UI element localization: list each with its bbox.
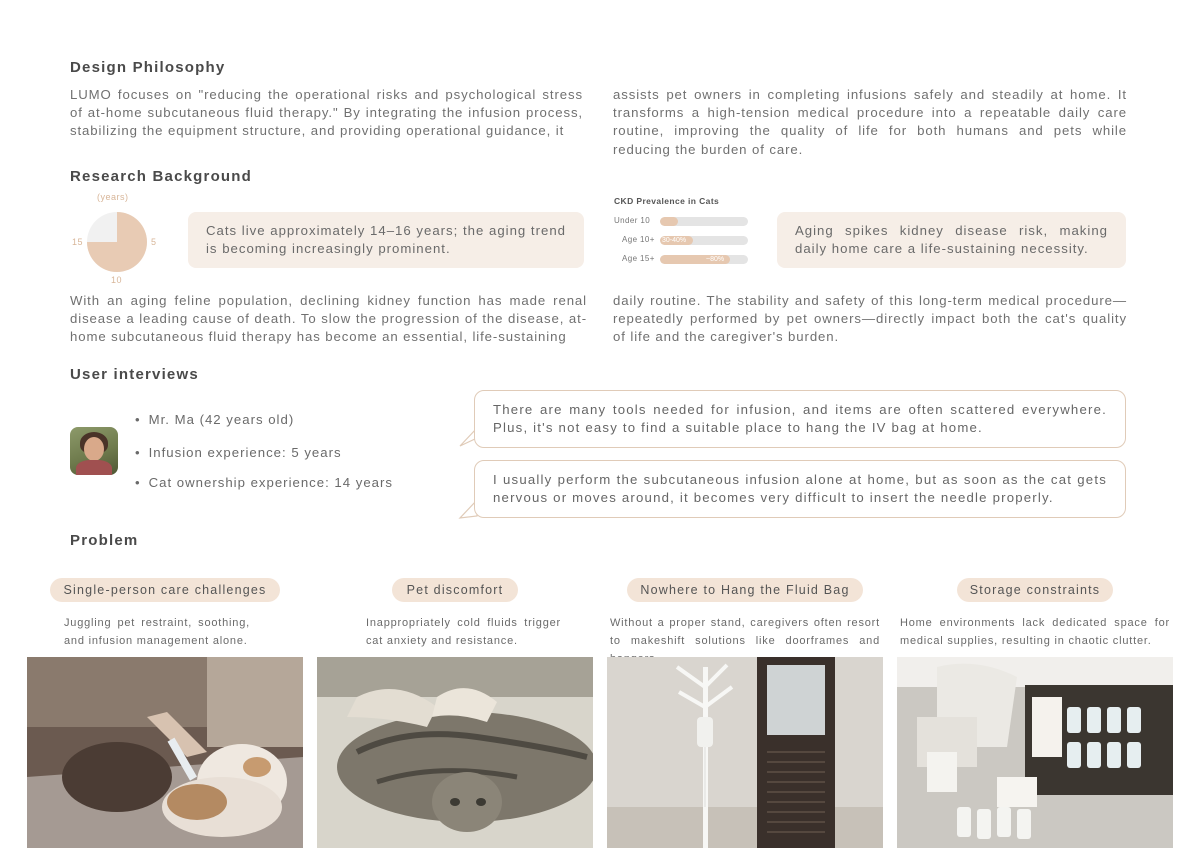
interview-quote-1: There are many tools needed for infusion, and items are often scattered everywhere. Plus, it's not easy to find a suitable place to hang the IV bag at home. — [474, 390, 1126, 448]
ckd-bar-fill — [660, 217, 678, 226]
ckd-bar-track — [660, 217, 748, 226]
pie-label-left: 15 — [72, 237, 84, 247]
problem-desc-nowhere-to-hang: Without a proper stand, caregivers often resort to makeshift solutions like doorframes and — [610, 617, 880, 647]
photo-storage-constraints — [897, 657, 1173, 848]
ckd-row-under-10 — [614, 216, 748, 226]
lifespan-pie-chart — [86, 211, 148, 273]
ckd-row-age-10 — [614, 235, 748, 245]
problem-title-pet-discomfort: Pet discomfort — [392, 578, 518, 602]
problem-heading: Problem — [70, 532, 139, 549]
research-text-col2: daily routine. The stability and safety of this long-term medical procedure—repeatedly performed by pet owners—directly impact both the cat's quality of life and the caregiver's burden. — [613, 293, 1127, 345]
ckd-row-label: Age 15+ — [622, 254, 655, 263]
photo-nowhere-to-hang — [607, 657, 883, 848]
design-philosophy-text-col1: LUMO focuses on "reducing the operational risks and psychological stress of at-home subcutaneous fluid therapy." By integrating the infusion process, stabilizing the equipment structure, and providing operational guidance, it — [70, 87, 583, 139]
problem-title-nowhere-to-hang: Nowhere to Hang the Fluid Bag — [627, 578, 863, 602]
design-philosophy-text-col2: assists pet owners in completing infusions safely and steadily at home. It transforms a high-tension medical procedure into a repeatable daily care routine, improving the quality of life for both humans and pets while reducing the burden of care. — [613, 87, 1127, 157]
problem-title-storage: Storage constraints — [957, 578, 1113, 602]
ckd-row-label: Age 10+ — [622, 235, 655, 244]
research-text-col1: With an aging feline population, declining kidney function has made renal disease a leading cause of death. To slow the progression of the disease, at-home subcutaneous fluid therapy has become an essential, life-sustaining — [70, 293, 587, 345]
design-philosophy-heading: Design Philosophy — [70, 59, 226, 76]
problem-title-single-person: Single-person care challenges — [50, 578, 280, 602]
ckd-bar-value: 30-40% — [662, 237, 687, 244]
problem-desc-single-person: Juggling pet restraint, soothing, and infusion management alone. — [64, 617, 250, 647]
kidney-risk-callout: Aging spikes kidney disease risk, making daily home care a life-sustaining necessity. — [777, 212, 1126, 268]
pie-unit-label: (years) — [97, 192, 129, 202]
profile-name-age: • Mr. Ma (42 years old) — [135, 412, 294, 427]
research-background-heading: Research Background — [70, 168, 253, 185]
profile-infusion-experience: • Infusion experience: 5 years — [135, 445, 342, 460]
interviewee-avatar — [70, 427, 118, 475]
profile-cat-ownership: • Cat ownership experience: 14 years — [135, 475, 393, 490]
interview-quote-2: I usually perform the subcutaneous infusion alone at home, but as soon as the cat gets nervous or moves around, it becomes very difficult to insert the needle properly. — [474, 460, 1126, 518]
pie-label-bottom: 10 — [111, 275, 123, 285]
ckd-chart-title: CKD Prevalence in Cats — [614, 196, 720, 206]
lifespan-callout: Cats live approximately 14–16 years; the aging trend is becoming increasingly prominent. — [188, 212, 584, 268]
photo-pet-discomfort — [317, 657, 593, 848]
user-interviews-heading: User interviews — [70, 366, 199, 383]
ckd-row-label: Under 10 — [614, 216, 651, 225]
ckd-bar-track — [660, 236, 748, 245]
pie-label-right: 5 — [151, 237, 157, 247]
ckd-bar-value: ~80% — [706, 256, 725, 263]
problem-desc-pet-discomfort: Inappropriately cold fluids trigger cat anxiety and resistance. — [366, 617, 561, 647]
ckd-bar-track — [660, 255, 748, 264]
problem-desc-storage: Home environments lack dedicated space for medical supplies, resulting in chaotic clutter. — [900, 617, 1170, 647]
ckd-row-age-15 — [614, 254, 748, 264]
photo-single-person-care — [27, 657, 303, 848]
